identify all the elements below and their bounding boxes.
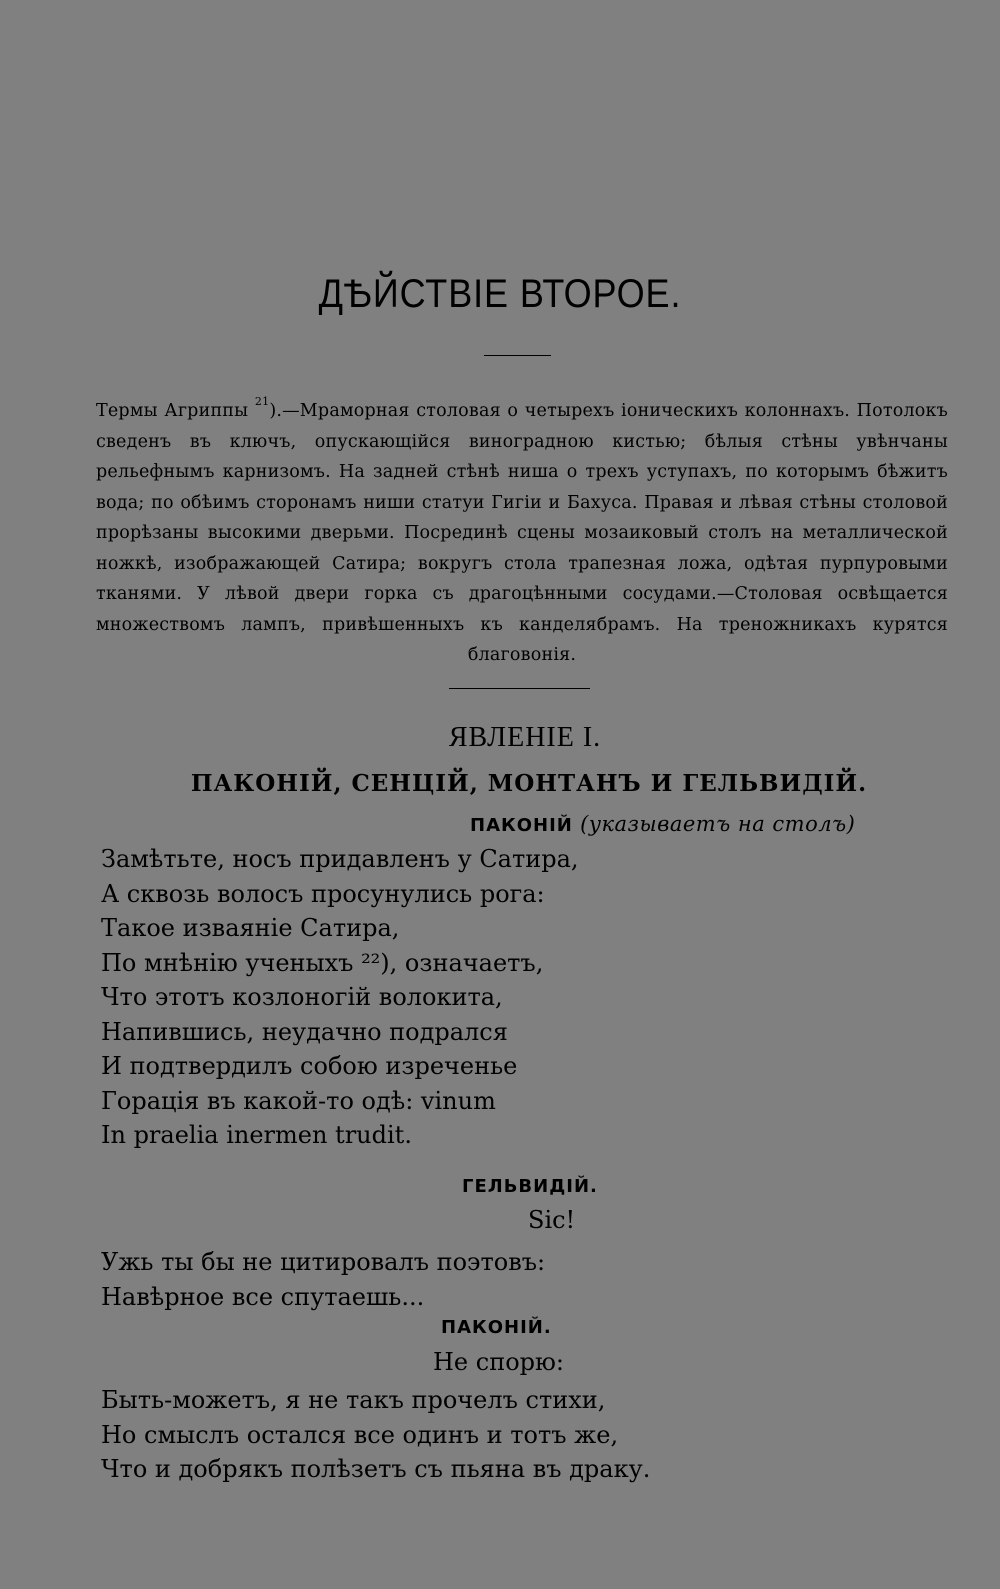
verse-line: А сквозь волосъ просунулись рога:: [101, 879, 545, 908]
verse-block: [101, 842, 971, 1153]
stage-note: (указываетъ на столъ): [580, 812, 856, 836]
verse-line: Горація въ какой-то одѣ: vinum: [101, 1086, 496, 1115]
verse-line: Навѣрное все спутаешь...: [101, 1282, 425, 1311]
scene-persons: ПАКОНІЙ, СЕНЦІЙ, МОНТАНЪ И ГЕЛЬВИДІЙ.: [190, 770, 868, 797]
verse-block: [101, 1245, 971, 1314]
scene-title: ЯВЛЕНІЕ I.: [448, 722, 602, 753]
speaker-label: [441, 1317, 552, 1338]
act-title: ДѢЙСТВІЕ ВТОРОЕ.: [318, 272, 682, 316]
verse-line: Но смыслъ остался все одинъ и тотъ же,: [101, 1420, 619, 1449]
stage-direction-rest: ).—Мраморная столовая о четырехъ іоническихъ колоннахъ. Потолокъ сведенъ въ ключъ, опускающійся виноградною кистью; бѣлыя стѣны увѣнчаны рельефнымъ карнизомъ. На задней стѣнѣ ниша о трехъ уступахъ, по которымъ бѣжитъ вода; по обѣимъ сторонамъ ниши статуи Гигіи и Бахуса. Правая и лѣвая стѣны столовой прорѣзаны высокими дверьми. Посрединѣ сцены мозаиковый столъ на металлической ножкѣ, изображающей Сатира; вокругъ стола трапезная ложа, одѣтая пурпуровыми тканями. У лѣвой двери горка съ драгоцѣнными сосудами.—Столовая освѣщается множествомъ лампъ, привѣшенныхъ къ канделябрамъ. На треножникахъ курятся благовонія.: [96, 401, 948, 665]
verse-line: Такое изваяніе Сатира,: [101, 914, 400, 942]
verse-line: Напившись, неудачно подрался: [101, 1017, 508, 1046]
speaker-name: ПАКОНІЙ: [470, 815, 573, 836]
verse-line: По мнѣнію ученыхъ ²²), означаетъ,: [101, 948, 544, 977]
verse-half-line: Sic!: [528, 1206, 576, 1234]
verse-line: In praelia inermen trudit.: [101, 1121, 412, 1149]
verse-line: Замѣтьте, носъ придавленъ у Сатира,: [101, 845, 579, 873]
footnote-marker: 21: [254, 395, 270, 408]
verse-line: Ужь ты бы не цитировалъ поэтовъ:: [101, 1248, 546, 1276]
speaker-label: [462, 1176, 598, 1197]
verse-line: Что и добрякъ полѣзетъ съ пьяна въ драку.: [101, 1455, 651, 1483]
speaker-name: ГЕЛЬВИДІЙ.: [462, 1176, 598, 1197]
verse-line: Что этотъ козлоногій волокита,: [101, 983, 503, 1011]
scene-divider: [449, 688, 590, 689]
verse-half-line: Не спорю:: [433, 1348, 564, 1376]
stage-direction: [96, 396, 948, 671]
verse-line: И подтвердилъ собою изреченье: [101, 1052, 518, 1080]
verse-block: [101, 1383, 971, 1487]
stage-direction-start: Термы Агриппы: [96, 401, 255, 421]
speaker-label: [470, 812, 855, 836]
verse-line: Быть-можетъ, я не такъ прочелъ стихи,: [101, 1386, 606, 1414]
title-divider: [484, 355, 551, 356]
speaker-name: ПАКОНІЙ.: [441, 1317, 552, 1338]
